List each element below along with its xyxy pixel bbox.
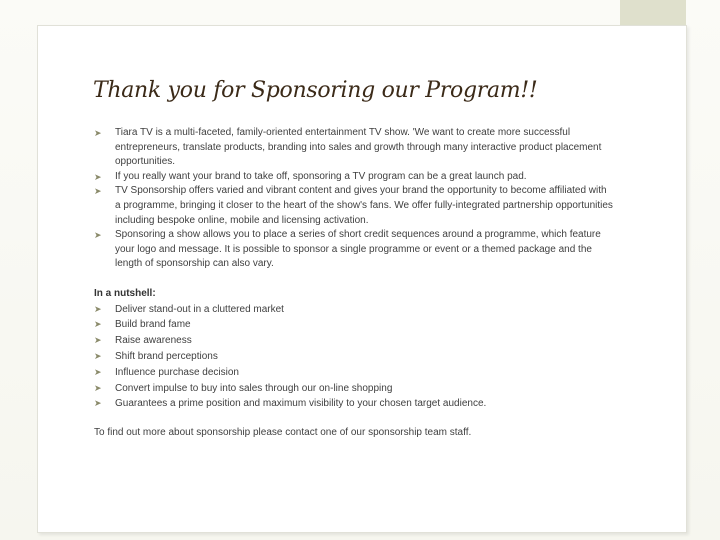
list-item: ➤ Deliver stand-out in a cluttered market	[94, 302, 614, 318]
arrow-bullet-icon: ➤	[94, 186, 102, 197]
arrow-bullet-icon: ➤	[94, 366, 102, 377]
slide-title: Thank you for Sponsoring our Program!!	[93, 78, 538, 103]
list-item: ➤ If you really want your brand to take off, sponsoring a TV program can be a great launch pad.	[94, 170, 614, 185]
list-item: ➤ Guarantees a prime position and maximum visibility to your chosen target audience.	[94, 396, 614, 412]
list-item: ➤ Raise awareness	[94, 333, 614, 349]
arrow-bullet-icon: ➤	[94, 319, 102, 330]
contact-note: To find out more about sponsorship please contact one of our sponsorship team staff.	[94, 427, 472, 439]
list-item: ➤ Influence purchase decision	[94, 365, 614, 381]
arrow-bullet-icon: ➤	[94, 335, 102, 346]
list-item: ➤ Tiara TV is a multi-faceted, family-oriented entertainment TV show. 'We want to create more successful entrepreneurs, translate products, branding into sales and growth through many interactive product placement opportunities.	[94, 127, 602, 168]
arrow-bullet-icon: ➤	[94, 128, 102, 138]
arrow-bullet-icon: ➤	[94, 382, 102, 393]
arrow-bullet-icon: ➤	[94, 303, 102, 314]
list-item: ➤ TV Sponsorship offers varied and vibrant content and gives your brand the opportunity to become affiliated with a programme, bringing it closer to the heart of the show's fans. We offer fully-integrated partnership opportunities including bespoke online, mobile and licensing activation.	[94, 185, 613, 226]
list-item: ➤ Convert impulse to buy into sales through our on-line shopping	[94, 381, 614, 397]
arrow-bullet-icon: ➤	[94, 171, 102, 182]
arrow-bullet-icon: ➤	[94, 350, 102, 361]
intro-bullet-list	[94, 126, 614, 272]
list-item: ➤ Shift brand perceptions	[94, 349, 614, 365]
arrow-bullet-icon: ➤	[94, 230, 102, 241]
list-item: ➤ Sponsoring a show allows you to place a series of short credit sequences around a programme, which feature your logo and message. It is possible to sponsor a single programme or event or a themed package and the length of sponsorship can also vary.	[94, 229, 601, 270]
slide-body	[94, 126, 614, 441]
list-item: ➤ Build brand fame	[94, 317, 614, 333]
nutshell-bullet-list	[94, 302, 614, 413]
arrow-bullet-icon: ➤	[94, 398, 102, 409]
nutshell-heading: In a nutshell:	[94, 287, 156, 299]
